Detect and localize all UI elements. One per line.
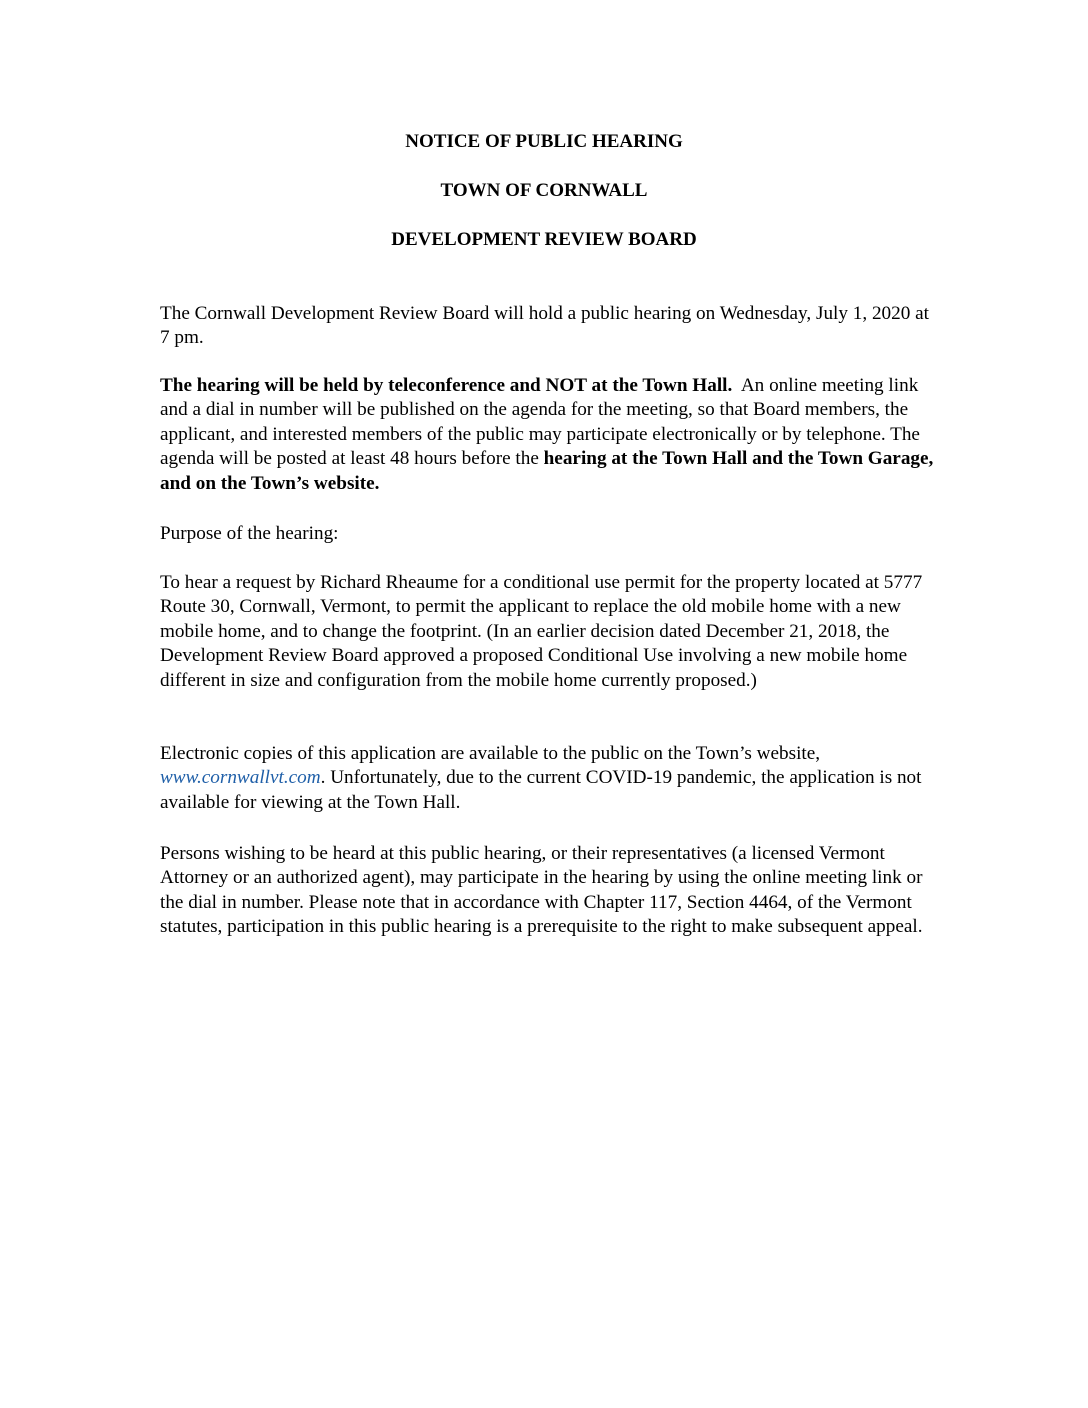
purpose-paragraph: To hear a request by Richard Rheaume for a conditional use permit for the property located at 5777 Route 30, Cornwall, Vermont, to permit the applicant to replace the old mobile home with a new mobile home, and to change the footprint. (In an earlier decision dated December 21, 2018, the Development Review Board approved a proposed Conditional Use involving a new mobile home different in size and configuration from the mobile home currently proposed.) [160,572,923,691]
town-title: TOWN OF CORNWALL [440,180,648,201]
electronic-copies-lead: Electronic copies of this application are available to the public on the Town’s website, [160,743,821,764]
participation-paragraph: Persons wishing to be heard at this public hearing, or their representatives (a licensed Vermont Attorney or an authorized agent), may participate in the hearing by using the online meeting link or the dial in number. Please note that in accordance with Chapter 117, Section 4464, of the Vermont statutes, participation in this public hearing is a prerequisite to the right to make subsequent appeal. [160,843,923,938]
teleconference-paragraph [160,374,940,496]
electronic-copies-rest: . Unfortunately, due to the current COVID-19 pandemic, the application is not available for viewing at the Town Hall. [160,767,922,813]
hearing-date-paragraph: The Cornwall Development Review Board will hold a public hearing on Wednesday, July 1, 2020 at 7 pm. [160,303,929,349]
notice-title: NOTICE OF PUBLIC HEARING [405,131,683,152]
teleconference-notice: The hearing will be held by teleconference and NOT at the Town Hall. [160,375,733,396]
electronic-copies-paragraph [160,742,940,815]
town-website-link[interactable]: www.cornwallvt.com [160,767,321,789]
purpose-heading: Purpose of the hearing: [160,523,339,544]
teleconference-details: An online meeting link and a dial in number will be published on the agenda for the meeting, so that Board members, the applicant, and interested members of the public may participate electronically or by telephone. The agenda will be posted at least 48 hours before the [160,375,920,470]
board-title: DEVELOPMENT REVIEW BOARD [391,229,697,250]
agenda-posting-locations: hearing at the Town Hall and the Town Garage, and on the Town’s website. [160,448,934,494]
